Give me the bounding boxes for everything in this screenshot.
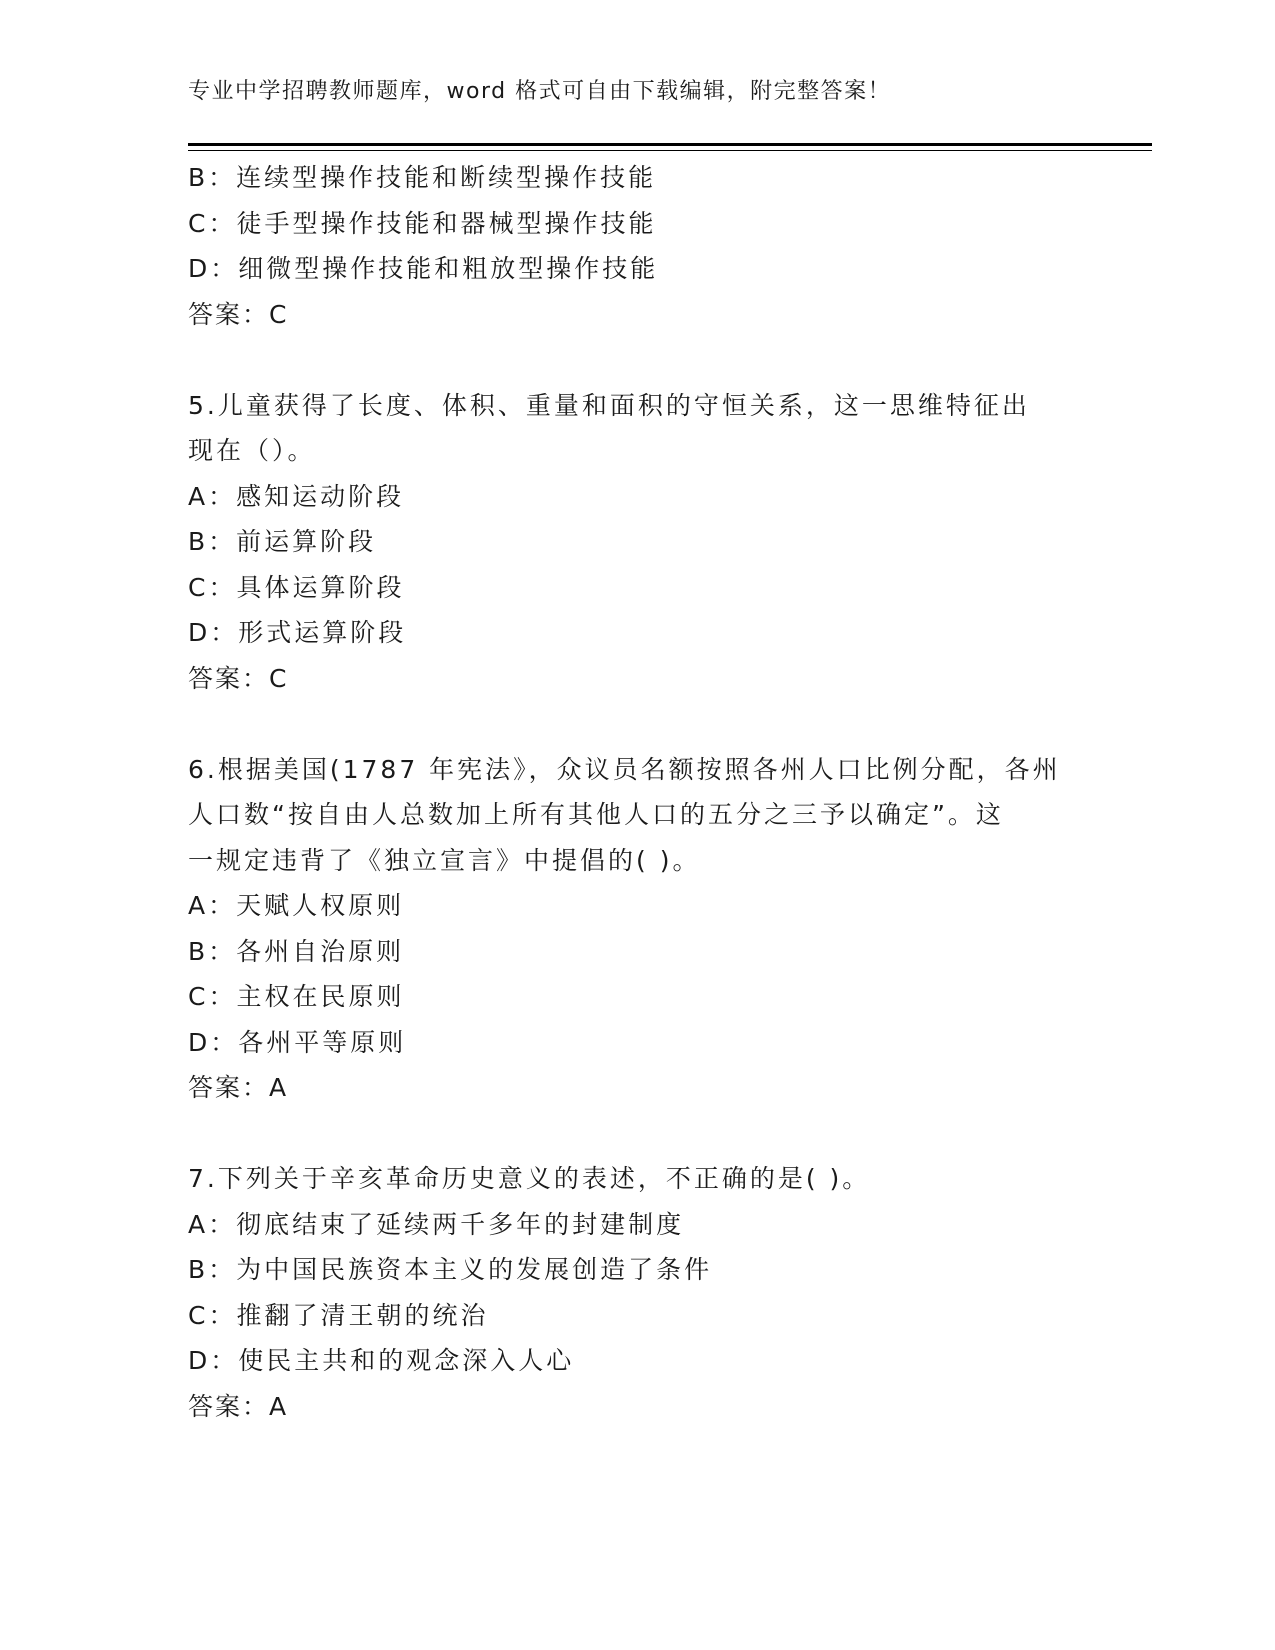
question-stem: 5.儿童获得了长度、体积、重量和面积的守恒关系，这一思维特征出 [188, 390, 1030, 420]
option-d: D：形式运算阶段 [188, 618, 407, 647]
answer: 答案：C [188, 663, 289, 693]
option-a: A：感知运动阶段 [188, 481, 405, 511]
question-list [188, 155, 1088, 1429]
option-a: A：天赋人权原则 [188, 891, 405, 920]
header-rule-thin [188, 150, 1152, 151]
answer: 答案：C [188, 299, 289, 329]
option-b: B：为中国民族资本主义的发展创造了条件 [188, 1255, 713, 1284]
question-5 [188, 383, 1088, 702]
option-d: D：细微型操作技能和粗放型操作技能 [188, 254, 659, 283]
question-stem: 现在（）。 [188, 436, 316, 465]
option-b: B：连续型操作技能和断续型操作技能 [188, 163, 657, 192]
question-stem: 6.根据美国(1787 年宪法》，众议员名额按照各州人口比例分配，各州 [188, 754, 1061, 784]
option-c: C：徒手型操作技能和器械型操作技能 [188, 208, 657, 238]
option-a: A：彻底结束了延续两千多年的封建制度 [188, 1209, 685, 1239]
option-d: D：各州平等原则 [188, 1027, 407, 1057]
question-stem: 人口数“按自由人总数加上所有其他人口的五分之三予以确定”。这 [188, 800, 1004, 829]
option-c: C：主权在民原则 [188, 982, 405, 1011]
answer: 答案：A [188, 1073, 289, 1102]
spacer [188, 1111, 1088, 1157]
question-7 [188, 1156, 1088, 1429]
question-6 [188, 747, 1088, 1111]
spacer [188, 701, 1088, 747]
header-rule-thick [188, 143, 1152, 146]
option-d: D：使民主共和的观念深入人心 [188, 1346, 575, 1375]
question-4 [188, 155, 1088, 337]
question-stem: 7.下列关于辛亥革命历史意义的表述，不正确的是( )。 [188, 1164, 871, 1193]
spacer [188, 337, 1088, 383]
option-c: C：具体运算阶段 [188, 572, 405, 602]
question-stem: 一规定违背了《独立宣言》中提倡的( )。 [188, 845, 701, 875]
answer: 答案：A [188, 1391, 289, 1421]
option-c: C：推翻了清王朝的统治 [188, 1300, 489, 1330]
page-header: 专业中学招聘教师题库，word 格式可自由下载编辑，附完整答案！ [188, 79, 892, 104]
option-b: B：前运算阶段 [188, 527, 377, 556]
option-b: B：各州自治原则 [188, 936, 405, 966]
